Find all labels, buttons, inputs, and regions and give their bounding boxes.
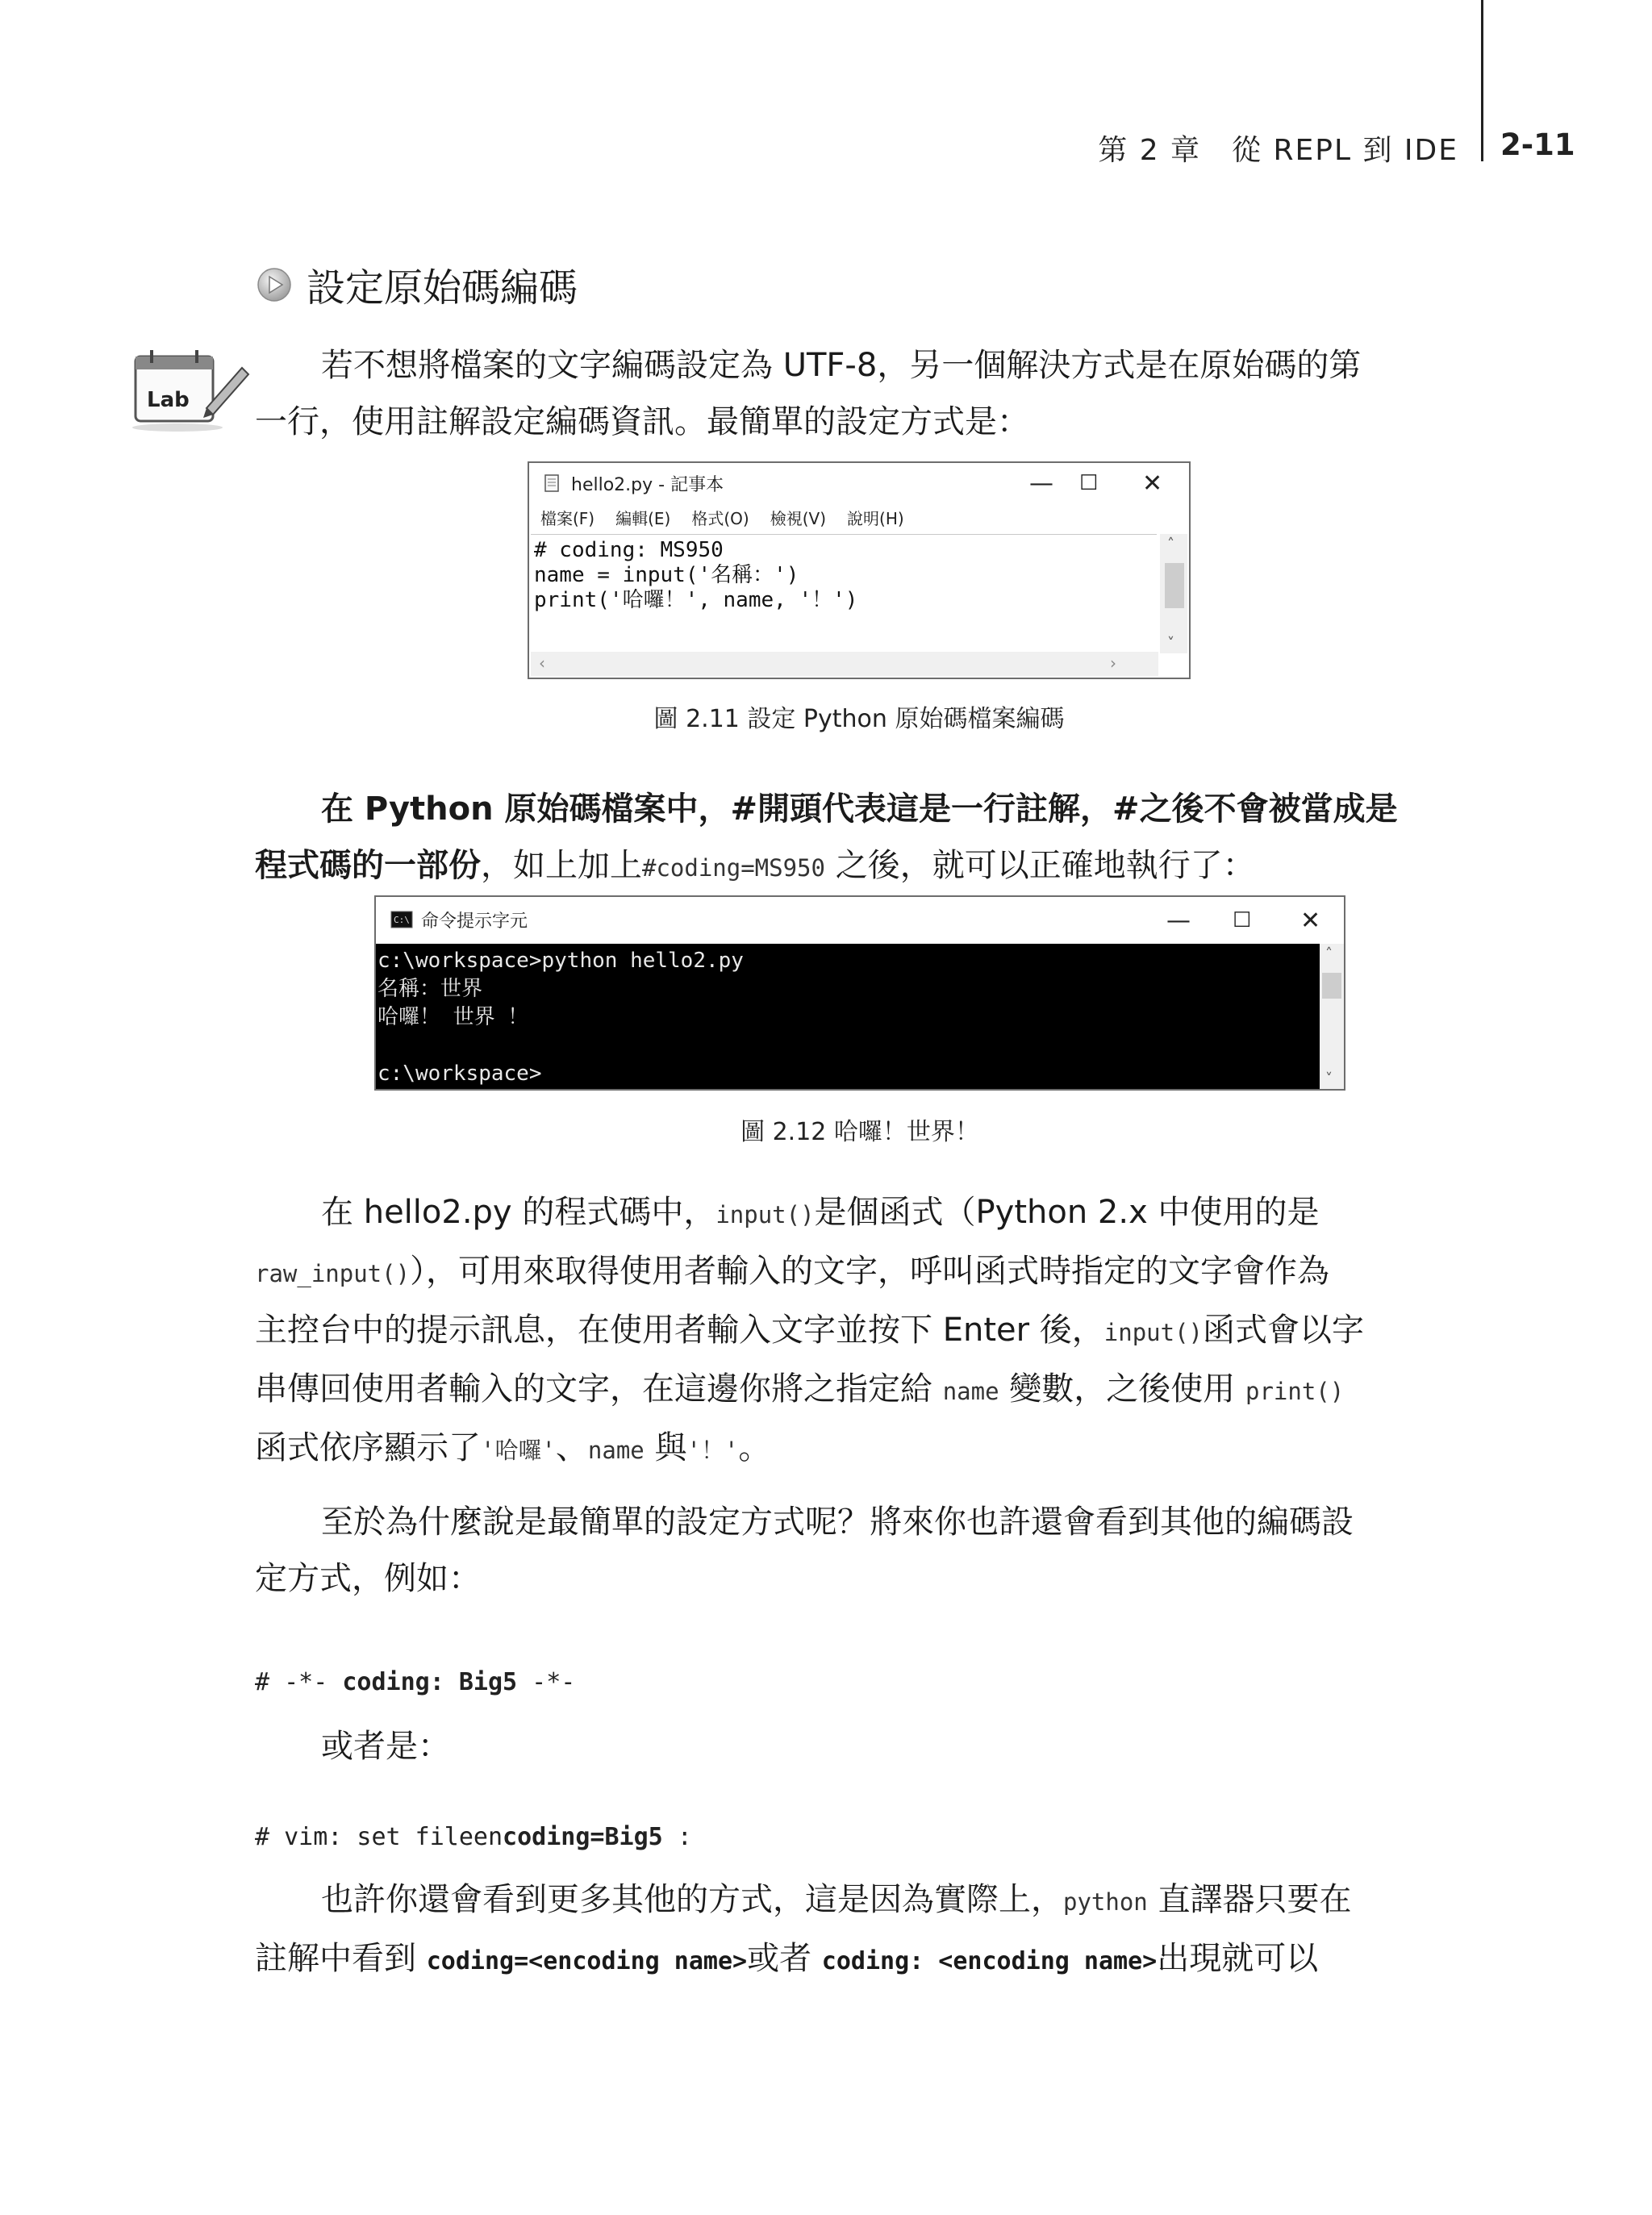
lab-icon bbox=[129, 345, 250, 434]
notepad-menubar bbox=[529, 503, 1189, 531]
lab-text: Lab bbox=[147, 388, 190, 412]
vertical-scrollbar[interactable] bbox=[1320, 944, 1344, 1089]
scrollbar-thumb[interactable] bbox=[1322, 973, 1341, 999]
paragraph-2: 在 Python 原始碼檔案中，#開頭代表這是一行註解，#之後不會被當成是 程式碼的一部份，如上加上#coding=MS950 之後，就可以正確地執行了： bbox=[255, 790, 1398, 884]
close-icon[interactable]: ✕ bbox=[1300, 907, 1321, 935]
page-number: 2-11 bbox=[1500, 127, 1575, 162]
cmd-title: 命令提示字元 bbox=[421, 911, 528, 932]
menu-format[interactable]: 格式(O) bbox=[691, 508, 749, 528]
menu-edit[interactable]: 編輯(E) bbox=[615, 508, 671, 528]
section-heading bbox=[257, 257, 578, 312]
svg-text:C:\: C:\ bbox=[394, 915, 410, 925]
horizontal-scrollbar[interactable] bbox=[531, 652, 1158, 676]
scroll-left-icon[interactable]: ‹ bbox=[539, 653, 545, 673]
paragraph-1: 若不想將檔案的文字編碼設定為 UTF-8，另一個解決方式是在原始碼的第 一行，使用註解設定編碼資訊。最簡單的設定方式是： bbox=[255, 347, 1362, 440]
section-title: 設定原始碼編碼 bbox=[307, 265, 578, 311]
paragraph-5: 或者是： bbox=[321, 1728, 450, 1765]
notepad-title: hello2.py - 記事本 bbox=[571, 474, 724, 495]
console-output: c:\workspace>python hello2.py 名稱：世界 哈囉！ 世界 ！ c:\workspace> bbox=[378, 949, 744, 1086]
scroll-up-icon[interactable]: ˄ bbox=[1167, 536, 1174, 553]
header-chapter: 第 2 章 從 REPL 到 IDE bbox=[1098, 134, 1458, 167]
figure-1-caption: 圖 2.11 設定 Python 原始碼檔案編碼 bbox=[653, 705, 1065, 733]
scrollbar-thumb[interactable] bbox=[1165, 563, 1184, 608]
paragraph-3: 在 hello2.py 的程式碼中，input()是個函式（Python 2.x 中使用的是 raw_input()），可用來取得使用者輸入的文字，呼叫函式時指定的文字會作為 主控台中的提示訊息，在使用者輸入文字並按下 Enter 後，input()函式會以字 串傳回使用者輸入的文字，在這邊你將之指定給 name 變數，之後使用 print() 函式依序顯示了'哈囉'、name 與'！'。 bbox=[255, 1194, 1365, 1466]
menu-file[interactable]: 檔案(F) bbox=[540, 508, 595, 528]
maximize-icon[interactable]: ☐ bbox=[1079, 471, 1099, 495]
play-bullet-icon bbox=[257, 267, 292, 302]
notepad-icon bbox=[542, 473, 563, 494]
close-icon[interactable]: ✕ bbox=[1142, 469, 1163, 498]
code-example-1: # -*- coding: Big5 -*- bbox=[255, 1668, 576, 1696]
minimize-icon[interactable]: — bbox=[1166, 907, 1191, 935]
cmd-icon bbox=[390, 911, 413, 928]
scroll-down-icon[interactable]: ˅ bbox=[1167, 635, 1174, 652]
notepad-window bbox=[528, 461, 1191, 679]
paragraph-4: 至於為什麼說是最簡單的設定方式呢？將來你也許還會看到其他的編碼設 定方式，例如： bbox=[255, 1504, 1354, 1597]
maximize-icon[interactable]: ☐ bbox=[1233, 908, 1252, 932]
menu-view[interactable]: 檢視(V) bbox=[770, 508, 827, 528]
minimize-icon[interactable]: — bbox=[1029, 469, 1053, 498]
notepad-code: # coding: MS950 name = input('名稱：') print('哈囉！', name, '！') bbox=[534, 538, 858, 612]
paragraph-6: 也許你還會看到更多其他的方式，這是因為實際上，python 直譯器只要在 註解中看到 coding=<encoding name>或者 coding: <encoding name>出現就可以 bbox=[255, 1881, 1352, 1977]
scroll-up-icon[interactable]: ˄ bbox=[1325, 945, 1333, 962]
figure-2-caption: 圖 2.12 哈囉！世界！ bbox=[740, 1118, 979, 1146]
cmd-console[interactable] bbox=[376, 944, 1320, 1089]
cmd-window bbox=[374, 895, 1345, 1091]
menu-help[interactable]: 說明(H) bbox=[847, 508, 904, 528]
scroll-down-icon[interactable]: ˅ bbox=[1325, 1070, 1333, 1087]
code-example-2: # vim: set fileencoding=Big5 : bbox=[255, 1823, 692, 1851]
cmd-titlebar bbox=[376, 897, 1344, 942]
scroll-right-icon[interactable]: › bbox=[1110, 653, 1116, 673]
header-rule bbox=[1481, 0, 1483, 161]
